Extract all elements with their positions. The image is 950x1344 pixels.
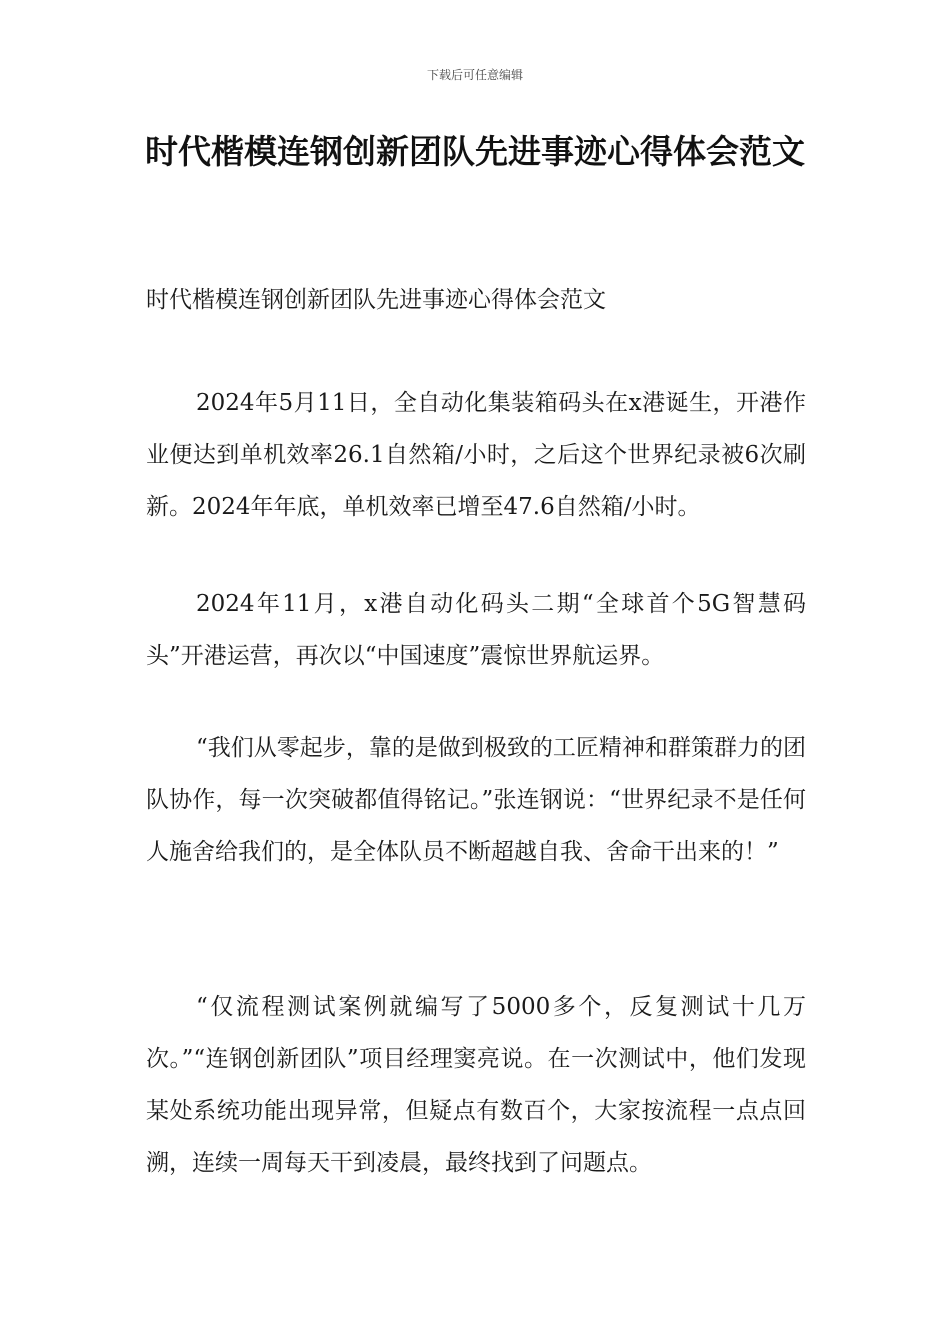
document-title: 时代楷模连钢创新团队先进事迹心得体会范文	[145, 132, 805, 171]
paragraph-1: 2024年5月11日，全自动化集装箱码头在x港诞生，开港作业便达到单机效率26.1自然箱/小时，之后这个世界纪录被6次刷新。2024年年底，单机效率已增至47.6自然箱/小时。	[146, 390, 806, 520]
paragraph-2: 2024年11月，x港自动化码头二期“全球首个5G智慧码头”开港运营，再次以“中国速度”震惊世界航运界。	[146, 591, 806, 669]
document-subtitle: 时代楷模连钢创新团队先进事迹心得体会范文	[146, 287, 606, 313]
paragraph-4: “仅流程测试案例就编写了5000多个，反复测试十几万次。”“连钢创新团队”项目经理窦亮说。在一次测试中，他们发现某处系统功能出现异常，但疑点有数百个，大家按流程一点点回溯，连续一周每天干到凌晨，最终找到了问题点。	[146, 994, 806, 1176]
paragraph-3: “我们从零起步，靠的是做到极致的工匠精神和群策群力的团队协作，每一次突破都值得铭记。”张连钢说：“世界纪录不是任何人施舍给我们的，是全体队员不断超越自我、舍命干出来的！”	[146, 735, 806, 865]
header-note: 下载后可任意编辑	[426, 68, 523, 82]
